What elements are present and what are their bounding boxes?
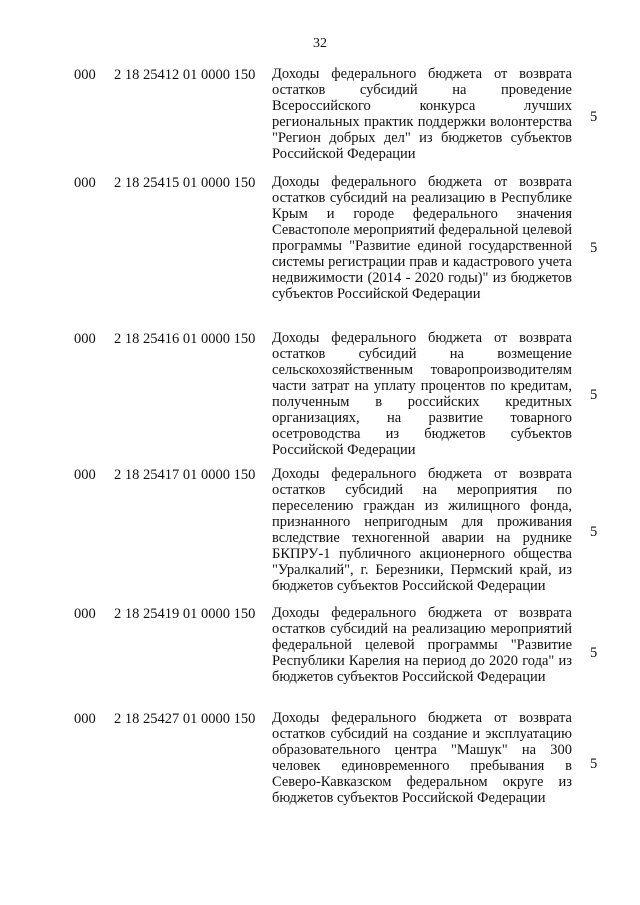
code-revenue: 2 18 25417 01 0000 150: [114, 467, 256, 483]
revenue-description: Доходы федерального бюджета от возврата остатков субсидий на возмещение сельскохозяйственным товаропроизводителям части затрат на уплату процентов по кредитам, полученным в российских кредитных организациях, на развитие товарного осетроводства из бюджетов субъектов Российской Федерации: [272, 330, 572, 458]
rate-value: 5: [590, 387, 598, 403]
code-admin: 000: [74, 711, 96, 727]
code-admin: 000: [74, 467, 96, 483]
code-admin: 000: [74, 331, 96, 347]
code-revenue: 2 18 25415 01 0000 150: [114, 175, 256, 191]
code-admin: 000: [74, 67, 96, 83]
revenue-description: Доходы федерального бюджета от возврата остатков субсидий на проведение Всероссийского конкурса лучших региональных практик поддержки волонтерства "Регион добрых дел" из бюджетов субъектов Российской Федерации: [272, 66, 572, 162]
page-number: 32: [313, 36, 327, 51]
code-admin: 000: [74, 175, 96, 191]
rate-value: 5: [590, 524, 598, 540]
revenue-description: Доходы федерального бюджета от возврата остатков субсидий на реализацию в Республике Крым и городе федерального значения Севастополе мероприятий федеральной целевой программы "Развитие единой государственной системы регистрации прав и кадастрового учета недвижимости (2014 - 2020 годы)" из бюджетов субъектов Российской Федерации: [272, 174, 572, 302]
rate-value: 5: [590, 756, 598, 772]
revenue-description: Доходы федерального бюджета от возврата остатков субсидий на реализацию мероприятий федеральной целевой программы "Развитие Республики Карелия на период до 2020 года" из бюджетов субъектов Российской Федерации: [272, 605, 572, 685]
rate-value: 5: [590, 240, 598, 256]
rate-value: 5: [590, 109, 598, 125]
revenue-description: Доходы федерального бюджета от возврата остатков субсидий на мероприятия по переселению граждан из жилищного фонда, признанного непригодным для проживания вследствие техногенной аварии на руднике БКПРУ-1 публичного акционерного общества "Уралкалий", г. Березники, Пермский край, из бюджетов субъектов Российской Федерации: [272, 466, 572, 594]
code-admin: 000: [74, 606, 96, 622]
rate-value: 5: [590, 645, 598, 661]
revenue-description: Доходы федерального бюджета от возврата остатков субсидий на создание и эксплуатацию образовательного центра "Машук" на 300 человек единовременного пребывания в Северо-Кавказском федеральном округе из бюджетов субъектов Российской Федерации: [272, 710, 572, 806]
code-revenue: 2 18 25427 01 0000 150: [114, 711, 256, 727]
code-revenue: 2 18 25419 01 0000 150: [114, 606, 256, 622]
code-revenue: 2 18 25416 01 0000 150: [114, 331, 256, 347]
code-revenue: 2 18 25412 01 0000 150: [114, 67, 256, 83]
